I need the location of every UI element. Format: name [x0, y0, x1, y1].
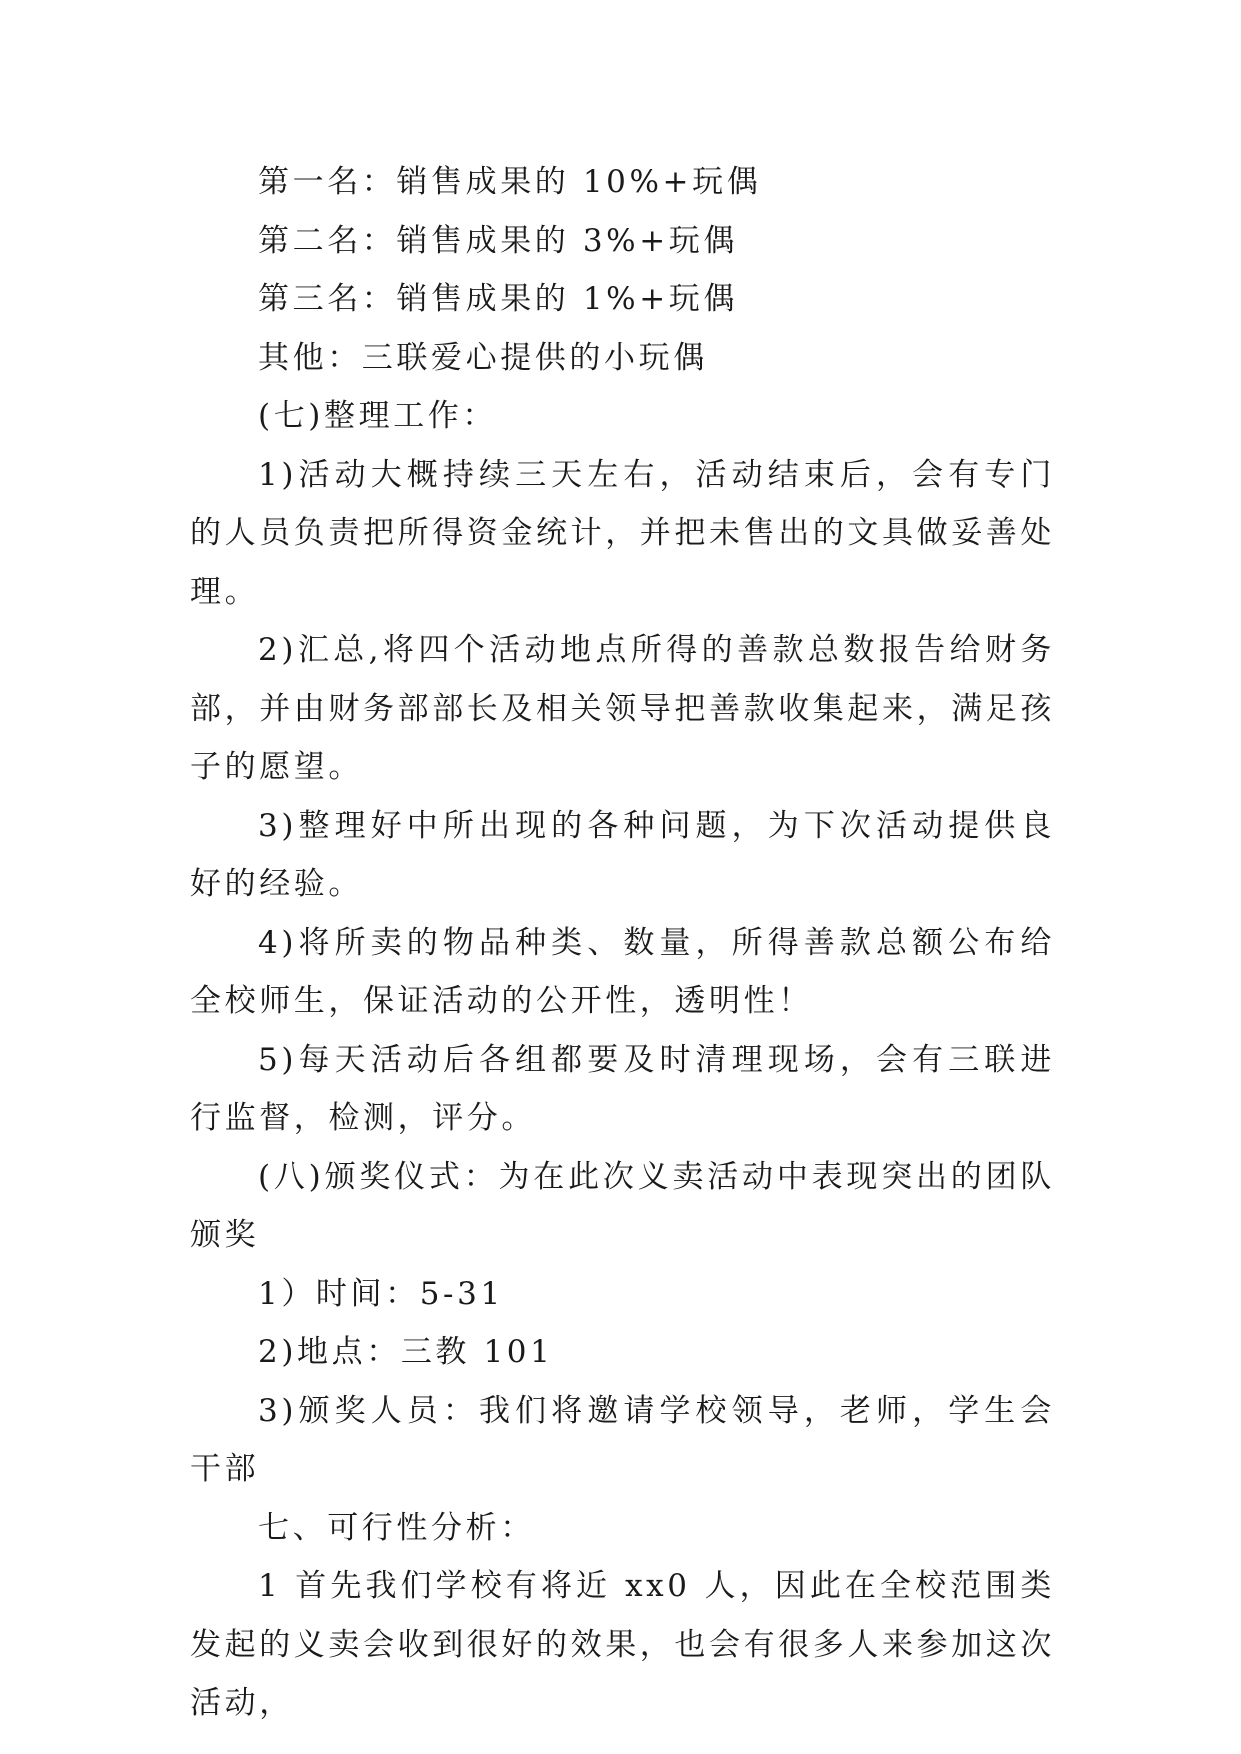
- cleanup-item-2: 2)汇总,将四个活动地点所得的善款总数报告给财务部，并由财务部部长及相关领导把善款收集起来，满足孩子的愿望。: [190, 632, 1055, 785]
- award-presenters: 3)颁奖人员：我们将邀请学校领导，老师，学生会干部: [190, 1392, 1055, 1487]
- cleanup-item-4: 4)将所卖的物品种类、数量，所得善款总额公布给全校师生，保证活动的公开性，透明性！: [190, 924, 1055, 1019]
- award-time: 1）时间：5-31: [258, 1275, 504, 1312]
- section-heading-feasibility: 七、可行性分析：: [258, 1509, 535, 1546]
- document-body: [190, 153, 1055, 1733]
- cleanup-item-1: 1)活动大概持续三天左右，活动结束后，会有专门的人员负责把所得资金统计，并把未售出的文具做妥善处理。: [190, 456, 1055, 610]
- prize-second-place: 第二名：销售成果的 3%+玩偶: [258, 222, 739, 259]
- section-heading-award-ceremony: (八)颁奖仪式：为在此次义卖活动中表现突出的团队颁奖: [190, 1158, 1055, 1253]
- prize-first-place: 第一名：销售成果的 10%+玩偶: [258, 164, 762, 200]
- cleanup-item-5: 5)每天活动后各组都要及时清理现场，会有三联进行监督，检测，评分。: [190, 1041, 1055, 1136]
- feasibility-item-1: 1 首先我们学校有将近 xx0 人，因此在全校范围类发起的义卖会收到很好的效果，也会有很多人来参加这次活动，: [190, 1568, 1055, 1721]
- section-heading-cleanup: (七)整理工作：: [258, 398, 497, 434]
- prize-others: 其他：三联爱心提供的小玩偶: [258, 339, 708, 376]
- prize-third-place: 第三名：销售成果的 1%+玩偶: [258, 281, 739, 317]
- cleanup-item-3: 3)整理好中所出现的各种问题，为下次活动提供良好的经验。: [190, 807, 1055, 902]
- award-location: 2)地点：三教 101: [258, 1334, 554, 1370]
